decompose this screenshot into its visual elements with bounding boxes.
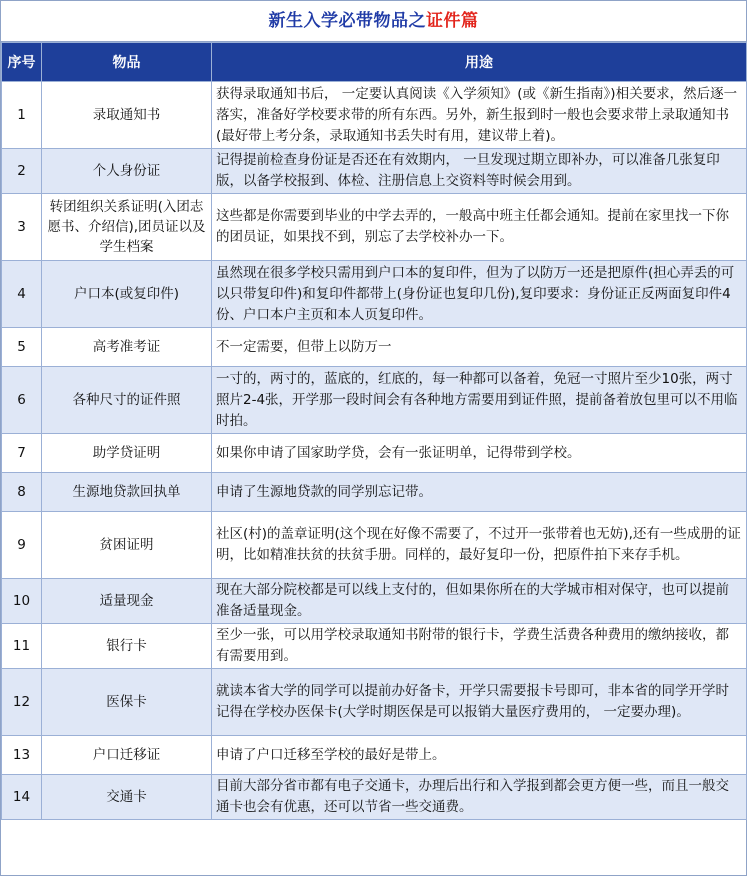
- row-num: 11: [2, 624, 42, 669]
- row-use: 目前大部分省市都有电子交通卡，办理后出行和入学报到都会更方便一些，而且一般交通卡也会有优惠，还可以节省一些交通费。: [212, 775, 747, 820]
- page-title: [1, 1, 746, 42]
- table-row: [2, 512, 747, 579]
- row-use: 现在大部分院校都是可以线上支付的，但如果你所在的大学城市相对保守，也可以提前准备适量现金。: [212, 579, 747, 624]
- table-row: [2, 434, 747, 473]
- table-row: [2, 261, 747, 328]
- row-use: 就读本省大学的同学可以提前办好备卡，开学只需要报卡号即可，非本省的同学开学时记得在学校办医保卡(大学时期医保是可以报销大量医疗费用的， 一定要办理)。: [212, 669, 747, 736]
- table-row: [2, 194, 747, 261]
- row-use: 这些都是你需要到毕业的中学去弄的，一般高中班主任都会通知。提前在家里找一下你的团员证，如果找不到，别忘了去学校补办一下。: [212, 194, 747, 261]
- table-row: [2, 775, 747, 820]
- row-num: 6: [2, 367, 42, 434]
- row-item: 户口迁移证: [42, 736, 212, 775]
- row-use: 申请了生源地贷款的同学别忘记带。: [212, 473, 747, 512]
- header-use: 用途: [212, 43, 747, 82]
- table-header-row: [2, 43, 747, 82]
- row-item: 交通卡: [42, 775, 212, 820]
- row-item: 医保卡: [42, 669, 212, 736]
- row-use: 虽然现在很多学校只需用到户口本的复印件，但为了以防万一还是把原件(担心弄丢的可以只带复印件)和复印件都带上(身份证也复印几份),复印要求：身份证正反两面复印件4份、户口本户主页和本人页复印件。: [212, 261, 747, 328]
- row-num: 12: [2, 669, 42, 736]
- title-highlight: 证件篇: [426, 11, 479, 31]
- table-row: [2, 82, 747, 149]
- table-row: [2, 367, 747, 434]
- header-num: 序号: [2, 43, 42, 82]
- table-row: [2, 736, 747, 775]
- table-row: [2, 328, 747, 367]
- row-item: 银行卡: [42, 624, 212, 669]
- row-num: 13: [2, 736, 42, 775]
- row-item: 转团组织关系证明(入团志愿书、介绍信),团员证以及学生档案: [42, 194, 212, 261]
- row-num: 2: [2, 149, 42, 194]
- table-row: [2, 579, 747, 624]
- row-num: 3: [2, 194, 42, 261]
- row-use: 一寸的，两寸的，蓝底的，红底的，每一种都可以备着，免冠一寸照片至少10张，两寸照片2-4张，开学那一段时间会有各种地方需要用到证件照，提前备着放包里可以不用临时拍。: [212, 367, 747, 434]
- items-table: [1, 42, 747, 820]
- row-item: 个人身份证: [42, 149, 212, 194]
- row-num: 1: [2, 82, 42, 149]
- row-num: 8: [2, 473, 42, 512]
- row-item: 各种尺寸的证件照: [42, 367, 212, 434]
- row-use: 社区(村)的盖章证明(这个现在好像不需要了，不过开一张带着也无妨),还有一些成册的证明，比如精准扶贫的扶贫手册。同样的，最好复印一份，把原件拍下来存手机。: [212, 512, 747, 579]
- table-row: [2, 624, 747, 669]
- row-item: 录取通知书: [42, 82, 212, 149]
- row-num: 4: [2, 261, 42, 328]
- header-item: 物品: [42, 43, 212, 82]
- table-row: [2, 669, 747, 736]
- row-item: 高考准考证: [42, 328, 212, 367]
- row-use: 不一定需要，但带上以防万一: [212, 328, 747, 367]
- table-row: [2, 149, 747, 194]
- row-num: 5: [2, 328, 42, 367]
- row-item: 生源地贷款回执单: [42, 473, 212, 512]
- row-use: 至少一张，可以用学校录取通知书附带的银行卡，学费生活费各种费用的缴纳接收，都有需要用到。: [212, 624, 747, 669]
- title-main: 新生入学必带物品之: [268, 11, 426, 31]
- row-item: 户口本(或复印件): [42, 261, 212, 328]
- row-use: 获得录取通知书后， 一定要认真阅读《入学须知》(或《新生指南》)相关要求，然后逐一落实，准备好学校要求带的所有东西。另外，新生报到时一般也会要求带上录取通知书(最好带上考分条，录取通知书丢失时有用，建议带上着)。: [212, 82, 747, 149]
- table-row: [2, 473, 747, 512]
- row-use: 如果你申请了国家助学贷，会有一张证明单，记得带到学校。: [212, 434, 747, 473]
- row-num: 9: [2, 512, 42, 579]
- row-use: 记得提前检查身份证是否还在有效期内， 一旦发现过期立即补办，可以准备几张复印版，以备学校报到、体检、注册信息上交资料等时候会用到。: [212, 149, 747, 194]
- row-item: 助学贷证明: [42, 434, 212, 473]
- row-use: 申请了户口迁移至学校的最好是带上。: [212, 736, 747, 775]
- row-item: 适量现金: [42, 579, 212, 624]
- row-num: 10: [2, 579, 42, 624]
- row-num: 7: [2, 434, 42, 473]
- row-item: 贫困证明: [42, 512, 212, 579]
- row-num: 14: [2, 775, 42, 820]
